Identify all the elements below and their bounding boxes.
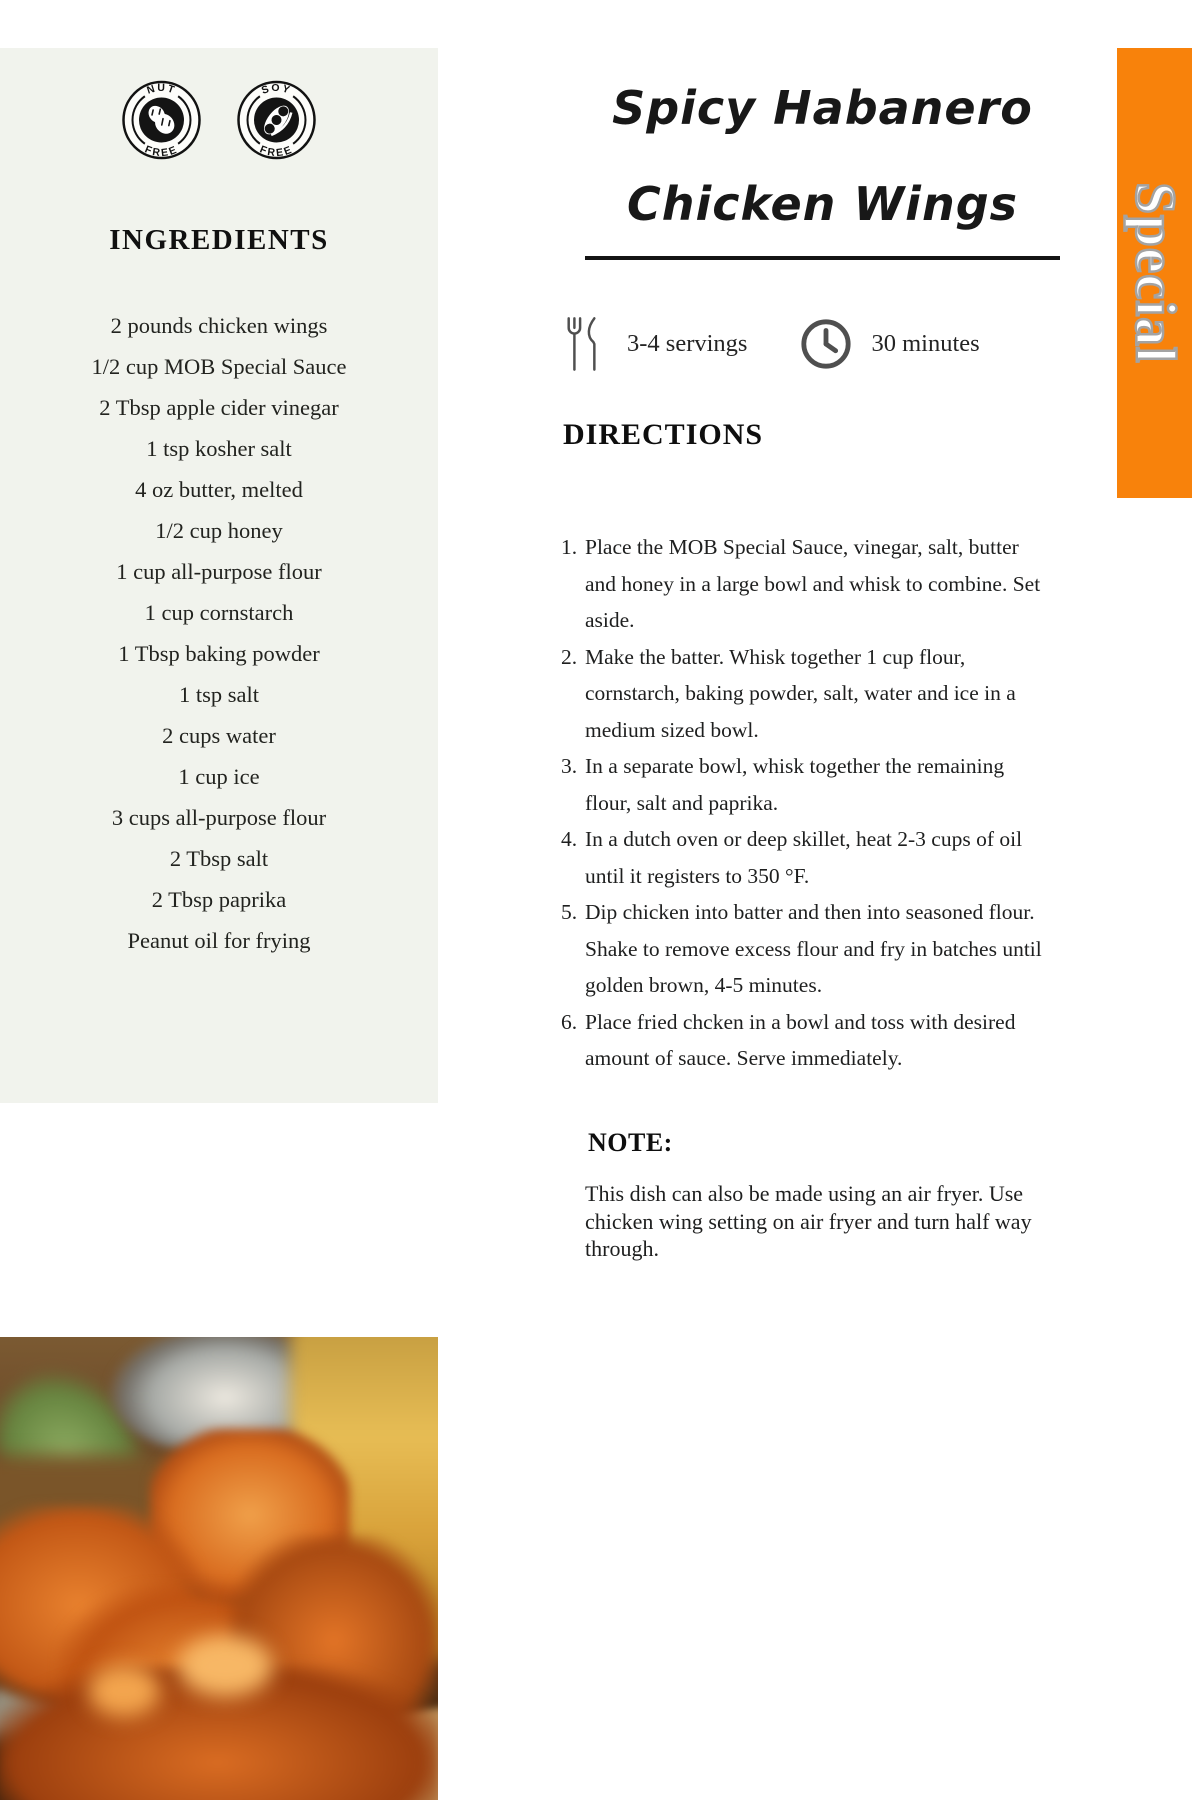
- ingredient-item: 1 cup ice: [178, 764, 260, 789]
- direction-step: In a dutch oven or deep skillet, heat 2-3 cups of oil until it registers to 350 °F.: [585, 827, 1023, 888]
- direction-step: Place fried chcken in a bowl and toss with desired amount of sauce. Serve immediately.: [585, 1009, 1016, 1070]
- recipe-title-line-2: Chicken Wings: [626, 177, 1019, 231]
- special-banner: [1117, 48, 1192, 498]
- soy-free-badge: [237, 80, 317, 160]
- ingredient-item: 2 Tbsp apple cider vinegar: [99, 395, 339, 420]
- badge-bottom-text: FREE: [142, 143, 181, 160]
- ingredient-item: 2 cups water: [162, 723, 276, 748]
- ingredient-item: 1 tsp kosher salt: [146, 436, 292, 461]
- ingredient-item: 1 tsp salt: [178, 682, 259, 707]
- chicken-wings-photo: [0, 1337, 438, 1800]
- nut-free-badge: [122, 80, 202, 160]
- servings-label: 3-4 servings: [627, 330, 748, 357]
- recipe-meta: [563, 312, 980, 376]
- utensils-icon: [563, 314, 601, 374]
- title-underline: [585, 256, 1060, 260]
- special-banner-label: Special: [1123, 182, 1186, 364]
- highlight-shape: [88, 1665, 160, 1717]
- highlight-shape: [178, 1635, 273, 1697]
- recipe-title: [585, 60, 1060, 252]
- badge-top-text: NUT: [145, 81, 178, 97]
- dietary-badges: [122, 80, 317, 160]
- badge-top-text: SOY: [259, 82, 294, 97]
- ingredient-item: 2 Tbsp salt: [169, 846, 269, 871]
- ingredient-item: 2 pounds chicken wings: [110, 313, 328, 338]
- ingredient-item: 1 Tbsp baking powder: [118, 641, 320, 666]
- time-label: 30 minutes: [871, 330, 980, 357]
- directions-list: [561, 529, 1042, 1077]
- ingredient-item: 3 cups all-purpose flour: [111, 805, 327, 830]
- direction-step: Place the MOB Special Sauce, vinegar, salt, butter and honey in a large bowl and whisk to combine. Set aside.: [585, 535, 1041, 632]
- ingredients-heading: INGREDIENTS: [109, 224, 329, 256]
- note-heading: NOTE:: [588, 1128, 673, 1157]
- badge-bottom-text: FREE: [257, 143, 296, 160]
- direction-step: Dip chicken into batter and then into seasoned flour. Shake to remove excess flour and fry in batches until golden brown, 4-5 minutes.: [585, 900, 1042, 997]
- directions-heading: DIRECTIONS: [563, 418, 764, 451]
- direction-step: In a separate bowl, whisk together the remaining flour, salt and paprika.: [585, 754, 1005, 815]
- ingredient-item: 1/2 cup honey: [155, 518, 283, 543]
- ingredients-panel: [0, 48, 438, 1103]
- ingredient-item: 1 cup all-purpose flour: [116, 559, 322, 584]
- clock-icon: [799, 317, 853, 371]
- ingredients-list: [0, 305, 438, 961]
- ingredient-item: 1 cup cornstarch: [144, 600, 294, 625]
- ingredient-item: Peanut oil for frying: [127, 928, 311, 953]
- recipe-title-line-1: Spicy Habanero: [612, 81, 1033, 135]
- direction-step: Make the batter. Whisk together 1 cup flour, cornstarch, baking powder, salt, water and ice in a medium sized bowl.: [585, 644, 1016, 742]
- ingredient-item: 4 oz butter, melted: [135, 477, 303, 502]
- note-text: This dish can also be made using an air fryer. Use chicken wing setting on air fryer and turn half way through.: [585, 1181, 1032, 1261]
- ingredient-item: 1/2 cup MOB Special Sauce: [91, 354, 347, 379]
- ingredient-item: 2 Tbsp paprika: [151, 887, 287, 912]
